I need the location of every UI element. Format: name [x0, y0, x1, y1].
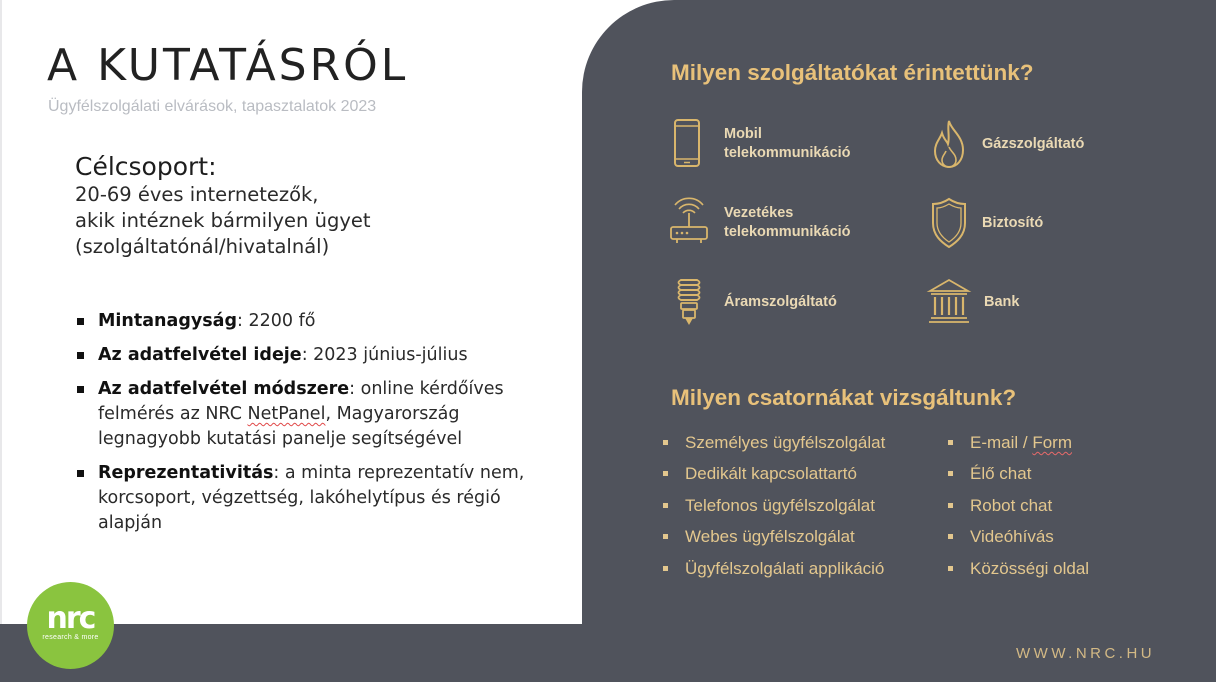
provider-label: Biztosító: [982, 214, 1044, 231]
provider-electricity: [671, 274, 914, 330]
fact-label: Az adatfelvétel ideje: [98, 345, 302, 365]
fact-text: : 2023 június-július: [301, 345, 468, 365]
provider-bank: [926, 274, 1174, 330]
target-group-heading: Célcsoport:: [75, 152, 217, 181]
provider-label: Bank: [984, 293, 1020, 310]
channels-heading: Milyen csatornákat vizsgáltunk?: [671, 385, 1017, 410]
nrc-logo: [27, 582, 114, 669]
research-facts-list: [75, 309, 545, 545]
channel-item: Telefonos ügyfélszolgálat: [663, 494, 885, 525]
target-group-line: (szolgáltatónál/hivatalnál): [75, 235, 330, 258]
light-bulb-icon: [671, 274, 711, 330]
fact-text: , Magyarország legnagyobb kutatási panelje segítségével: [98, 404, 463, 449]
spellcheck-marked-word: NetPanel: [247, 404, 326, 424]
slide-subtitle: Ügyfélszolgálati elvárások, tapasztalatok 2023: [48, 98, 377, 115]
fact-label: Reprezentativitás: [98, 463, 274, 483]
channels-list-right: [948, 431, 1089, 588]
channel-text: E-mail /: [970, 433, 1033, 452]
shield-icon: [929, 195, 969, 251]
fact-survey-method: [75, 377, 545, 452]
fact-survey-date: [75, 343, 545, 368]
website-url: WWW.NRC.HU: [1016, 645, 1156, 662]
mobile-phone-icon: [671, 116, 711, 172]
logo-mark: nrc: [46, 601, 95, 636]
fact-text: : online kérdőíves felmérés az NRC: [98, 379, 504, 424]
channel-item: Személyes ügyfélszolgálat: [663, 431, 885, 462]
target-group-line: akik intéznek bármilyen ügyet: [75, 209, 371, 232]
router-icon: [666, 195, 712, 251]
channel-item: Webes ügyfélszolgálat: [663, 525, 885, 556]
providers-heading: Milyen szolgáltatókat érintettünk?: [671, 60, 1034, 85]
logo-tagline: research & more: [42, 634, 99, 641]
channels-list-left: [663, 431, 885, 588]
fact-text: : a minta reprezentatív nem, korcsoport, végzettség, lakóhelytípus és régió alapján: [98, 463, 525, 533]
provider-label: Vezetékes telekommunikáció: [724, 205, 851, 240]
fact-text: : 2200 fő: [237, 311, 316, 331]
channel-item: [948, 431, 1089, 462]
target-group-line: 20-69 éves internetezők,: [75, 183, 319, 206]
flame-icon: [929, 116, 969, 172]
provider-label: Áramszolgáltató: [724, 293, 837, 310]
channel-item: Közösségi oldal: [948, 557, 1089, 588]
fact-sample-size: [75, 309, 545, 334]
provider-insurance: [929, 195, 1172, 251]
provider-landline: [666, 195, 914, 251]
fact-representativeness: [75, 461, 545, 536]
fact-label: Mintanagyság: [98, 311, 238, 331]
provider-gas: [929, 116, 1172, 172]
channel-item: Robot chat: [948, 494, 1089, 525]
bank-building-icon: [926, 274, 972, 330]
provider-mobile: [671, 116, 914, 172]
slide-title: A KUTATÁSRÓL: [47, 40, 409, 91]
channel-item: Ügyfélszolgálati applikáció: [663, 557, 885, 588]
spellcheck-marked-word: Form: [1032, 433, 1073, 452]
provider-label: Gázszolgáltató: [982, 135, 1085, 152]
slide-edge: [0, 0, 2, 624]
channel-item: Élő chat: [948, 462, 1089, 493]
provider-label: Mobil telekommunikáció: [724, 126, 851, 161]
channel-item: Videóhívás: [948, 525, 1089, 556]
channel-item: Dedikált kapcsolattartó: [663, 462, 885, 493]
fact-label: Az adatfelvétel módszere: [98, 379, 350, 399]
